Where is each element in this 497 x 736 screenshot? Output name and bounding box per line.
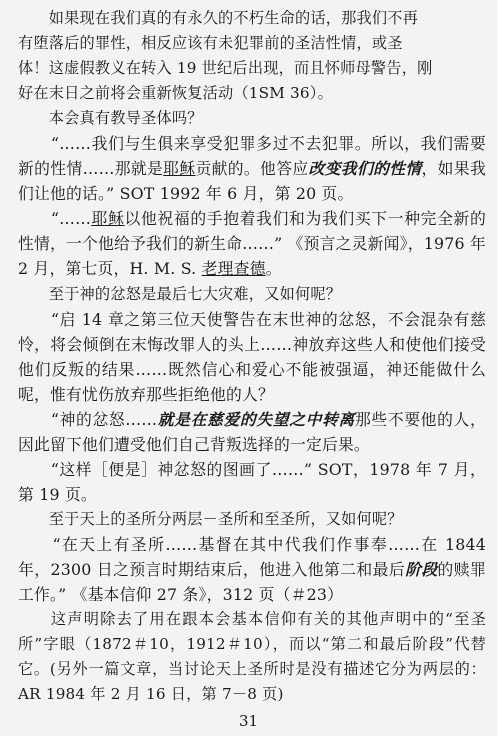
question-sanctuary xyxy=(18,507,486,532)
quote-text: 的赎罪工作。” 《基本信仰 27 条》，312 页（＃23） xyxy=(18,560,486,604)
quote-sot-1992 xyxy=(18,131,486,206)
quote-wrath-definition xyxy=(18,407,486,457)
underlined-author: 老理查德 xyxy=(201,259,266,278)
quote-text: “启 14 章之第三位天使警告在末世神的忿怒，不会混杂有慈怜，将会倾倒在末悔改罪人的头上……神放弃这些人和使他们接受他们反叛的结果……既然信心和爱心不能被强逼，神还能做什么呢，惟有忧伤放弃那些拒绝他的人？ xyxy=(18,310,486,404)
emphasis-text: 就是在慈爱的失望之中转离 xyxy=(157,410,355,429)
question-holy-flesh xyxy=(18,106,486,131)
text-line: 如果现在我们真的有永久的不朽生命的话，那我们不再 xyxy=(18,9,419,27)
quote-text: 贡献的。他答应 xyxy=(195,159,309,178)
quote-fundamental-beliefs xyxy=(18,532,486,607)
paragraph-holy-flesh-intro xyxy=(18,6,486,106)
question-text: 本会真有教导圣体吗？ xyxy=(18,109,203,127)
quote-text: 以他祝福的手抱着我们和为我们买下一种完全新的性情，一个他给予我们的新生命……” 《预言之灵新闻》，1976 年 2 月，第七页，H. M. S. xyxy=(18,209,486,278)
quote-text: “…… xyxy=(18,209,92,228)
quote-spirit-of-prophecy-news xyxy=(18,206,486,281)
question-wrath xyxy=(18,282,486,307)
underlined-name: 耶稣 xyxy=(91,209,125,228)
quote-text: “神的忿怒…… xyxy=(18,410,158,429)
quote-text: 。 xyxy=(265,259,282,278)
citation-text: ，如果我们让他的话。” SOT 1992 年 6 月，第 20 页。 xyxy=(18,159,486,203)
page-number: 31 xyxy=(238,712,259,730)
quote-text: “这样［便是］神忿怒的图画了……” SOT，1978 年 7 月，第 19 页。 xyxy=(18,460,486,504)
quote-text: 那些不要他的人，因此留下他们遭受他们自己背叛选择的一定后果。 xyxy=(18,410,486,454)
text-line: 有堕落后的罪性，相反应该有未犯罪前的圣洁性情，或圣 xyxy=(18,34,403,52)
quote-third-angel xyxy=(18,307,486,407)
text-line: 好在末日之前将会重新恢复活动（1SM 36）。 xyxy=(18,84,333,102)
underlined-name: 耶稣 xyxy=(163,159,196,178)
paragraph-text: 这声明除去了用在跟本会基本信仰有关的其他声明中的“至圣所”字眼（1872＃10，1912＃10），而以“第二和最后阶段”代替它。(另外一篇文章，当讨论天上圣所时是没有描述它分为两层的：AR 1984 年 2 月 16 日，第 7－8 页) xyxy=(18,610,486,703)
text-line: 体！这虚假教义在转入 19 世纪后出现，而且怀师母警告，刚 xyxy=(18,59,433,77)
paragraph-conclusion xyxy=(18,607,486,707)
emphasis-text: 阶段 xyxy=(405,560,438,579)
question-text: 至于神的忿怒是最后七大灾难，又如何呢？ xyxy=(18,285,342,303)
quote-sot-1978 xyxy=(18,457,486,507)
quote-text: “……我们与生俱来享受犯罪多过不去犯罪。所以，我们需要新的性情……那就是 xyxy=(18,134,486,178)
question-text: 至于天上的圣所分两层－圣所和至圣所，又如何呢？ xyxy=(18,510,403,528)
emphasis-text: 改变我们的性情 xyxy=(308,159,422,178)
quote-text: “在天上有圣所……基督在其中代我们作事奉……在 1844 年，2300 日之预言时期结束后，他进入他第二和最后 xyxy=(18,535,486,579)
